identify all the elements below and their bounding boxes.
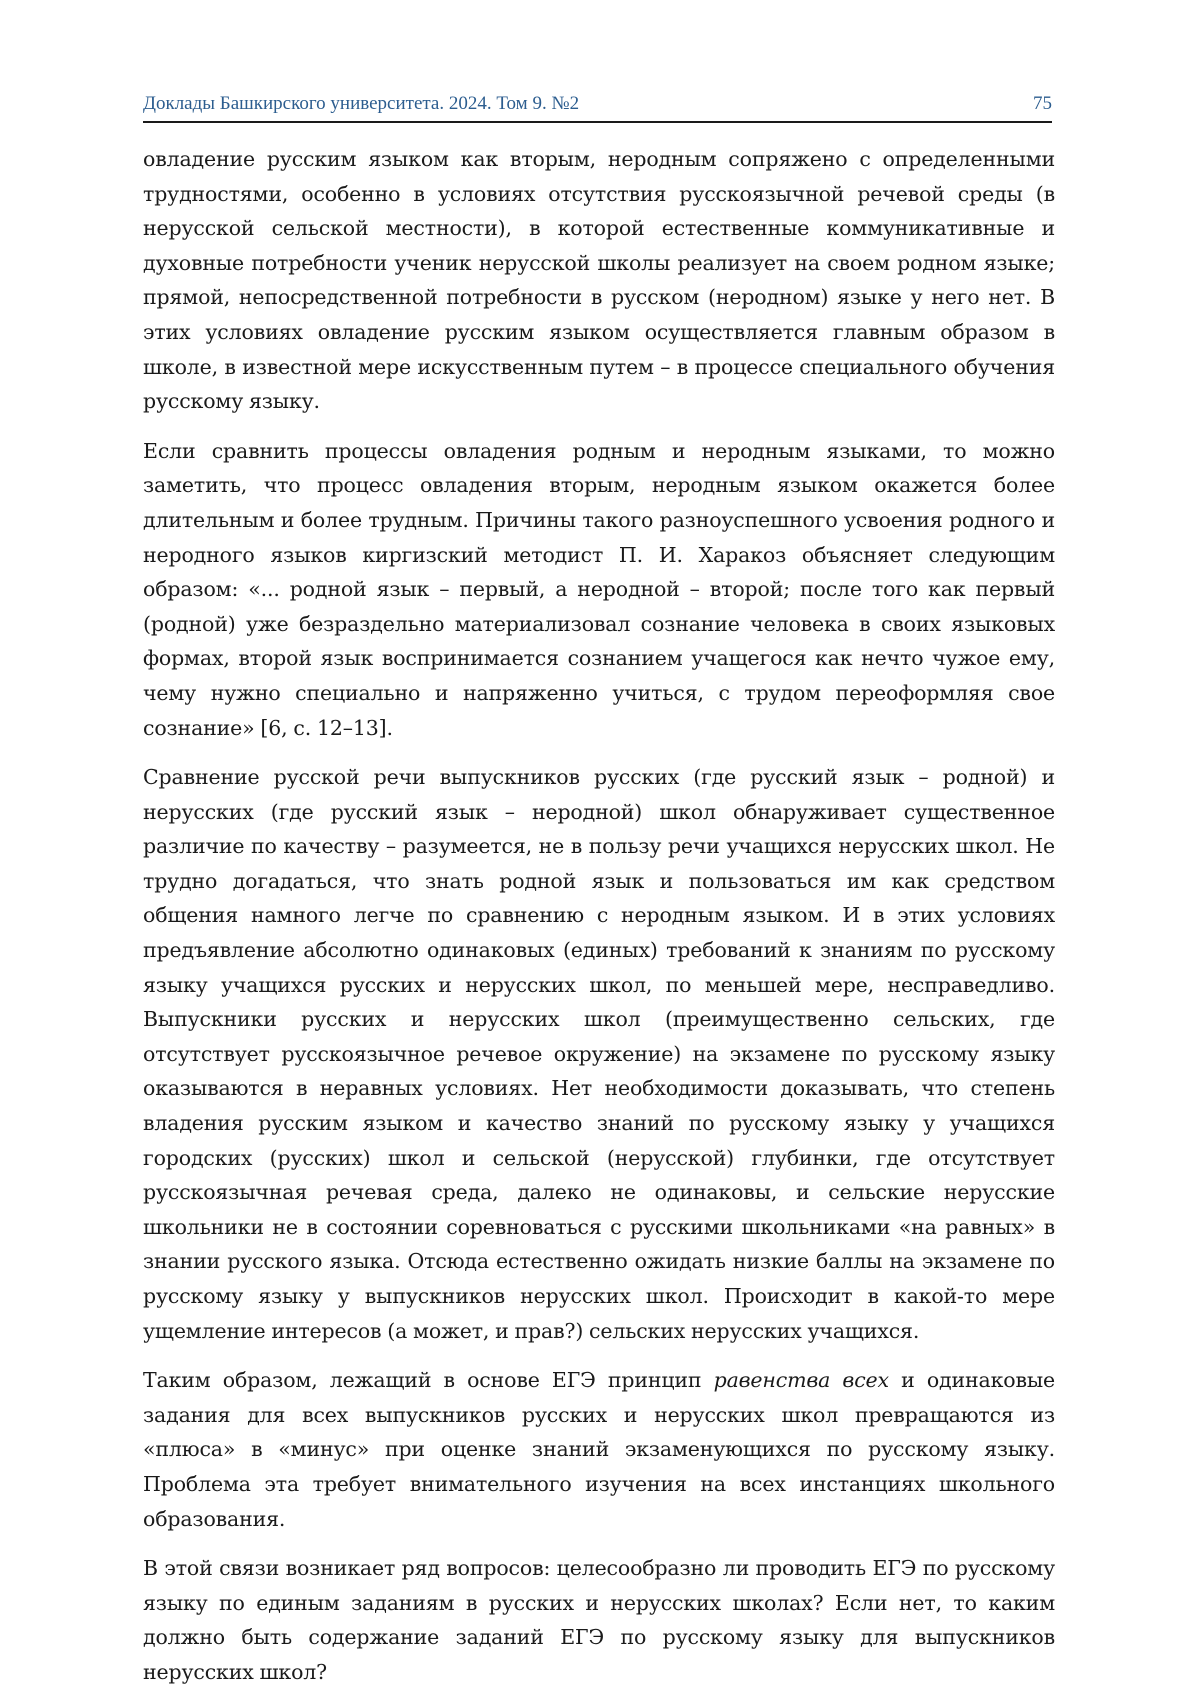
running-header [143,90,1052,123]
journal-title: Доклады Башкирского университета. 2024. Том 9. №2 [143,93,580,114]
paragraph-3: Сравнение русской речи выпускников русских (где русский язык – родной) и нерусских (где русский язык – неродной) школ обнаруживает существенное различие по качеству – разумеется, не в пользу речи учащихся нерусских школ. Не трудно догадаться, что знать родной язык и пользоваться им как средством общения намного легче по сравнению с неродным языком. И в этих условиях предъявление абсолютно одинаковых (единых) требований к знаниям по русскому языку учащихся русских и нерусских школ, по меньшей мере, несправедливо. Выпускники русских и нерусских школ (преимущественно сельских, где отсутствует русскоязычное речевое окружение) на экзамене по русскому языку оказываются в неравных условиях. Нет необходимости доказывать, что степень владения русским языком и качество знаний по русскому языку у учащихся городских (русских) школ и сельской (нерусской) глубинки, где отсутствует русскоязычная речевая среда, далеко не одинаковы, и сельские нерусские школьники не в состоянии соревноваться с русскими школьниками «на равных» в знании русского языка. Отсюда естественно ожидать низкие баллы на экзамене по русскому языку у выпускников нерусских школ. Происходит в какой-то мере ущемление интересов (а может, и прав?) сельских нерусских учащихся. [143,765,1055,1343]
paragraph-4 [143,1363,1055,1536]
paragraph-5: В этой связи возникает ряд вопросов: целесообразно ли проводить ЕГЭ по русскому языку по единым заданиям в русских и нерусских школах? Если нет, то каким должно быть содержание заданий ЕГЭ по русскому языку для выпускников нерусских школ? [143,1556,1055,1684]
article-body [143,142,1055,1705]
paragraph-2: Если сравнить процессы овладения родным и неродным языками, то можно заметить, что процесс овладения вторым, неродным языком окажется более длительным и более трудным. Причины такого разноуспешного усвоения родного и неродного языков киргизский методист П. И. Харакоз объясняет следующим образом: «... родной язык – первый, а неродной – второй; после того как первый (родной) уже безраздельно материализовал сознание человека в своих языковых формах, второй язык воспринимается сознанием учащегося как нечто чужое ему, чему нужно специально и напряженно учиться, с трудом переоформляя свое сознание» [6, с. 12–13]. [143,438,1055,740]
paragraph-1: овладение русским языком как вторым, неродным сопряжено с определенными трудностями, особенно в условиях отсутствия русскоязычной речевой среды (в нерусской сельской местности), в которой естественные коммуникативные и духовные потребности ученик нерусской школы реализует на своем родном языке; прямой, непосредственной потребности в русском (неродном) языке у него нет. В этих условиях овладение русским языком осуществляется главным образом в школе, в известной мере искусственным путем – в процессе специального обучения русскому языку. [143,147,1055,414]
paragraph-4-emphasis: равенства всех [713,1368,889,1393]
paragraph-4-text-before: Таким образом, лежащий в основе ЕГЭ принцип [143,1368,714,1393]
paragraph-4-text-after: и одинаковые задания для всех выпускников русских и нерусских школ превращаются из «плюса» в «минус» при оценке знаний экзаменующихся по русскому языку. Проблема эта требует внимательного изучения на всех инстанциях школьного образования. [143,1368,1055,1531]
page-number: 75 [1033,93,1052,114]
